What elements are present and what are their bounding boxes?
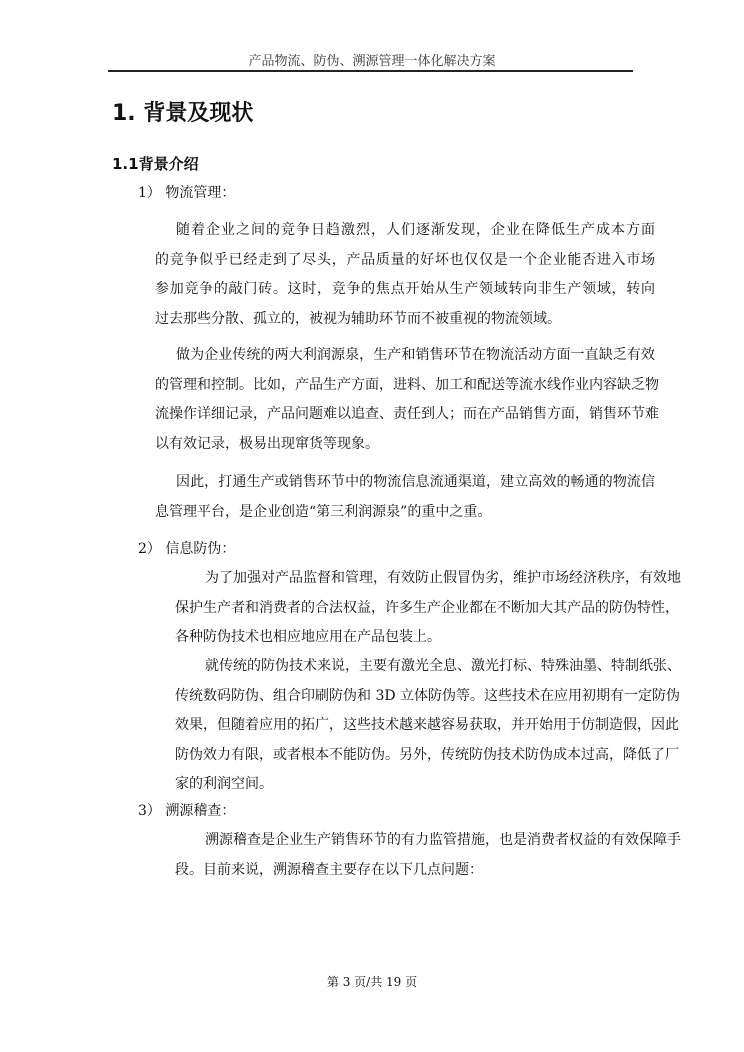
paragraph-line: 的管理和控制。比如，产品生产方面，进料、加工和配送等流水线作业内容缺乏物 — [155, 376, 659, 393]
paragraph-line: 的竞争似乎已经走到了尽头，产品质量的好坏也仅仅是一个企业能否进入市场 — [155, 251, 655, 268]
paragraph-line: 为了加强对产品监督和管理，有效防止假冒伪劣，维护市场经济秩序，有效地 — [205, 570, 681, 586]
paragraph-line: 因此，打通生产或销售环节中的物流信息流通渠道，建立高效的畅通的物流信 — [176, 474, 655, 490]
paragraph-line: 以有效记录，极易出现窜货等现象。 — [155, 435, 379, 452]
paragraph-line: 传统数码防伪、组合印刷防伪和 3D 立体防伪等。这些技术在应用初期有一定防伪 — [175, 687, 681, 704]
paragraph-line: 参加竞争的敲门砖。这时，竞争的焦点开始从生产领域转向非生产领域，转向 — [155, 281, 655, 297]
running-header: 产品物流、防伪、溯源管理一体化解决方案 — [248, 54, 496, 69]
header-rule — [108, 70, 633, 72]
heading-1: 1. 背景及现状 — [112, 101, 254, 126]
paragraph-line: 就传统的防伪技术来说，主要有激光全息、激光打标、特殊油墨、特制纸张、 — [205, 658, 681, 674]
paragraph-line: 过去那些分散、孤立的，被视为辅助环节而不被重视的物流领域。 — [155, 310, 561, 327]
paragraph-line: 保护生产者和消费者的合法权益，许多生产企业都在不断加大其产品的防伪特性， — [175, 599, 679, 616]
paragraph-line: 溯源稽查是企业生产销售环节的有力监管措施，也是消费者权益的有效保障手 — [205, 832, 681, 848]
heading-2: 1.1背景介绍 — [112, 155, 199, 173]
page-footer: 第 3 页/共 19 页 — [326, 975, 418, 989]
section-label: 1） 物流管理： — [138, 185, 236, 201]
paragraph-line: 流操作详细记录，产品问题难以追查、责任到人；而在产品销售方面，销售环节难 — [155, 406, 659, 422]
paragraph-line: 息管理平台，是企业创造“第三利润源泉”的重中之重。 — [155, 503, 492, 520]
paragraph-line: 效果，但随着应用的拓广，这些技术越来越容易获取，并开始用于仿制造假，因此 — [175, 717, 679, 733]
paragraph-line: 段。目前来说，溯源稽查主要存在以下几点问题： — [175, 861, 483, 878]
section-label: 3） 溯源稽查： — [138, 803, 236, 819]
paragraph-line: 做为企业传统的两大利润源泉，生产和销售环节在物流活动方面一直缺乏有效 — [176, 347, 655, 363]
paragraph-line: 随着企业之间的竞争日趋激烈，人们逐渐发现，企业在降低生产成本方面 — [176, 222, 655, 238]
paragraph-line: 防伪效力有限，或者根本不能防伪。另外，传统防伪技术防伪成本过高，降低了厂 — [175, 746, 679, 763]
paragraph-line: 家的利润空间。 — [175, 776, 273, 792]
section-label: 2） 信息防伪： — [138, 541, 236, 557]
paragraph-line: 各种防伪技术也相应地应用在产品包装上。 — [175, 629, 441, 645]
